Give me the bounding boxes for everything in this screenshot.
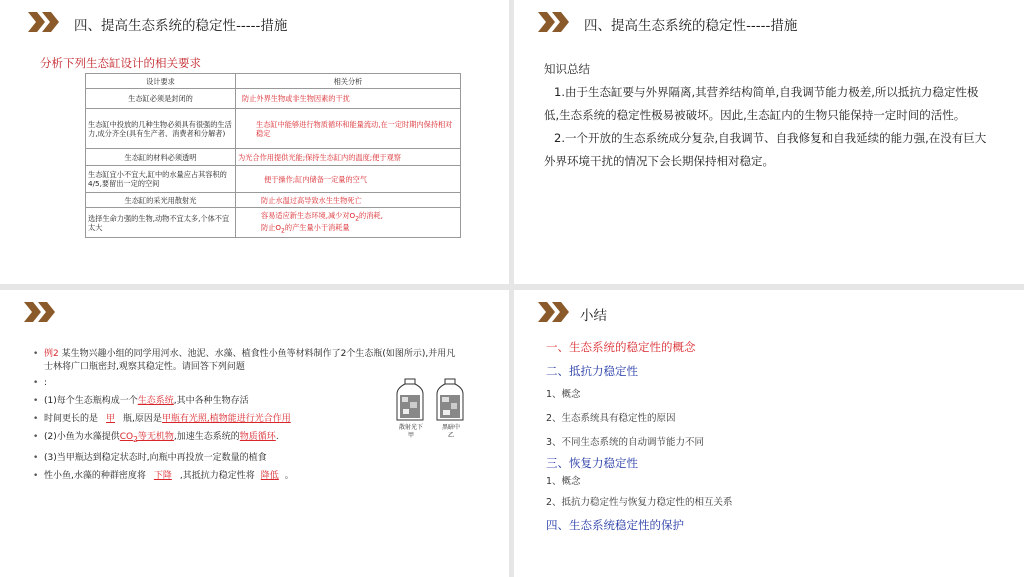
answer-blank: 物质循环 <box>239 432 276 442</box>
outline-subitem: 3、不同生态系统的自动调节能力不同 <box>546 437 705 448</box>
bullet: • <box>33 432 39 442</box>
table-cell-analysis: 便于操作;缸内储备一定量的空气 <box>236 166 461 193</box>
text: 黑暗中 <box>441 424 460 431</box>
list-item <box>33 449 488 467</box>
analysis-text: 的消耗, <box>359 210 383 220</box>
column-header: 设计要求 <box>86 74 236 89</box>
text: ,加速生态系统的 <box>173 432 240 442</box>
text: (1)每个生态瓶构成一个 <box>44 396 138 406</box>
list-item <box>33 467 488 485</box>
table-cell-analysis: 生态缸中能够进行物质循环和能量流动,在一定时期内保持相对稳定 <box>236 109 461 149</box>
text: . <box>275 432 279 442</box>
text: : <box>44 378 48 388</box>
column-header: 相关分析 <box>236 74 461 89</box>
outline-subitem: 2、抵抗力稳定性与恢复力稳定性的相互关系 <box>546 497 733 508</box>
text: CO <box>119 432 134 442</box>
subscript: 2 <box>281 226 285 234</box>
bullet: • <box>33 396 39 406</box>
summary-heading: 知识总结 <box>544 62 590 76</box>
table-row <box>86 208 461 238</box>
answer-blank: 下降 <box>153 470 172 481</box>
double-chevron-icon <box>538 12 572 32</box>
text: 性小鱼,水藻的种群密度将 <box>44 470 146 481</box>
text: ,其中各种生物存活 <box>173 396 249 406</box>
bottles-figure <box>395 378 475 438</box>
text: 散射光下 <box>398 424 423 431</box>
outline-heading: 一、生态系统的稳定性的概念 <box>546 340 696 354</box>
bullet: • <box>33 378 39 388</box>
text: 。 <box>284 470 294 481</box>
example-label: 例2 <box>44 349 59 359</box>
slide-3[interactable] <box>0 290 509 577</box>
answer-blank: 降低 <box>260 470 279 481</box>
slide-2[interactable] <box>514 0 1024 284</box>
subscript: 2 <box>355 215 360 222</box>
bullet: • <box>33 452 39 463</box>
bottle-label-yi <box>433 424 469 440</box>
answer-blank: 甲 <box>106 414 116 424</box>
slide-title: 四、提高生态系统的稳定性-----措施 <box>584 18 798 34</box>
table-cell-req: 生态缸的采光用散射光 <box>86 193 236 208</box>
outline-subitem: 2、生态系统具有稳定性的原因 <box>546 413 676 424</box>
bottle-label-jia <box>393 424 429 440</box>
table-cell-req: 生态缸必须是封闭的 <box>86 89 236 109</box>
table-row <box>86 149 461 166</box>
double-chevron-icon <box>28 12 62 32</box>
slide-4[interactable] <box>514 290 1024 577</box>
slide-1[interactable] <box>0 0 509 284</box>
table-cell-analysis: 防止水温过高导致水生生物死亡 <box>236 193 461 208</box>
double-chevron-icon <box>24 302 58 322</box>
table-cell-analysis: 防止外界生物或非生物因素的干扰 <box>236 89 461 109</box>
outline-heading: 四、生态系统稳定性的保护 <box>546 518 684 532</box>
bullet: • <box>33 414 39 424</box>
analysis-text: 的产生量小于消耗量 <box>284 222 350 232</box>
table-cell-analysis <box>236 208 461 238</box>
answer-blank <box>120 432 174 442</box>
requirements-table <box>85 73 461 238</box>
outline-heading: 二、抵抗力稳定性 <box>546 364 638 378</box>
table-cell-req: 生态缸的材料必须透明 <box>86 149 236 166</box>
list-item <box>33 348 488 374</box>
slide-title: 四、提高生态系统的稳定性-----措施 <box>74 18 288 34</box>
table-caption: 分析下列生态缸设计的相关要求 <box>40 56 201 70</box>
outline-subitem: 1、概念 <box>546 389 581 400</box>
slide-title: 小结 <box>580 308 607 324</box>
text: (3)当甲瓶达到稳定状态时,向瓶中再投放一定数量的植食 <box>44 452 267 463</box>
answer-blank: 生态系统 <box>137 396 174 406</box>
bullet: • <box>33 470 39 481</box>
summary-text <box>544 58 989 173</box>
text: (2)小鱼为水藻提供 <box>44 432 120 442</box>
text: 乙 <box>447 432 454 439</box>
table-cell-analysis: 为光合作用提供光能;保持生态缸内的温度;便于观察 <box>236 149 461 166</box>
outline-subitem: 1、概念 <box>546 476 581 487</box>
table-header-row <box>86 74 461 89</box>
table-cell-req: 生态缸中投放的几种生物必须具有很强的生活力,成分齐全(具有生产者、消费者和分解者) <box>86 109 236 149</box>
table-row <box>86 89 461 109</box>
double-chevron-icon <box>538 302 572 322</box>
text: 等无机物 <box>137 432 174 442</box>
analysis-text: 容易适应新生态环境,减少对O <box>261 210 356 220</box>
table-row <box>86 166 461 193</box>
text: 瓶,原因是 <box>123 414 162 424</box>
answer-blank: 甲瓶有光照,植物能进行光合作用 <box>161 414 291 424</box>
bullet: • <box>33 349 39 359</box>
summary-paragraph: 2.一个开放的生态系统成分复杂,自我调节、自我修复和自我延续的能力强,在没有巨大外界环境干扰的情况下会长期保持相对稳定。 <box>544 131 987 168</box>
text: ,其抵抗力稳定性将 <box>179 470 255 481</box>
text: 甲 <box>407 432 414 439</box>
table-cell-req: 生态缸宜小不宜大,缸中的水量应占其容积的4/5,要留出一定的空间 <box>86 166 236 193</box>
table-cell-req: 选择生命力强的生物,动物不宜太多,个体不宜太大 <box>86 208 236 238</box>
table-row <box>86 193 461 208</box>
table-row <box>86 109 461 149</box>
summary-paragraph: 1.由于生态缸要与外界隔离,其营养结构简单,自我调节能力极差,所以抵抗力稳定性极低,生态系统的稳定性极易被破坏。因此,生态缸内的生物只能保持一定时间的活性。 <box>544 85 979 122</box>
analysis-text: 防止O <box>261 222 282 232</box>
outline-heading: 三、恢复力稳定性 <box>546 456 638 470</box>
bottles-illustration <box>395 378 475 423</box>
text: 时间更长的是 <box>44 414 99 424</box>
subscript: 2 <box>133 434 138 444</box>
example-text: 某生物兴趣小组的同学用河水、池泥、水藻、植食性小鱼等材料制作了2个生态瓶(如图所示),并用凡士林将广口瓶密封,观察其稳定性。请回答下列问题 <box>44 349 456 372</box>
